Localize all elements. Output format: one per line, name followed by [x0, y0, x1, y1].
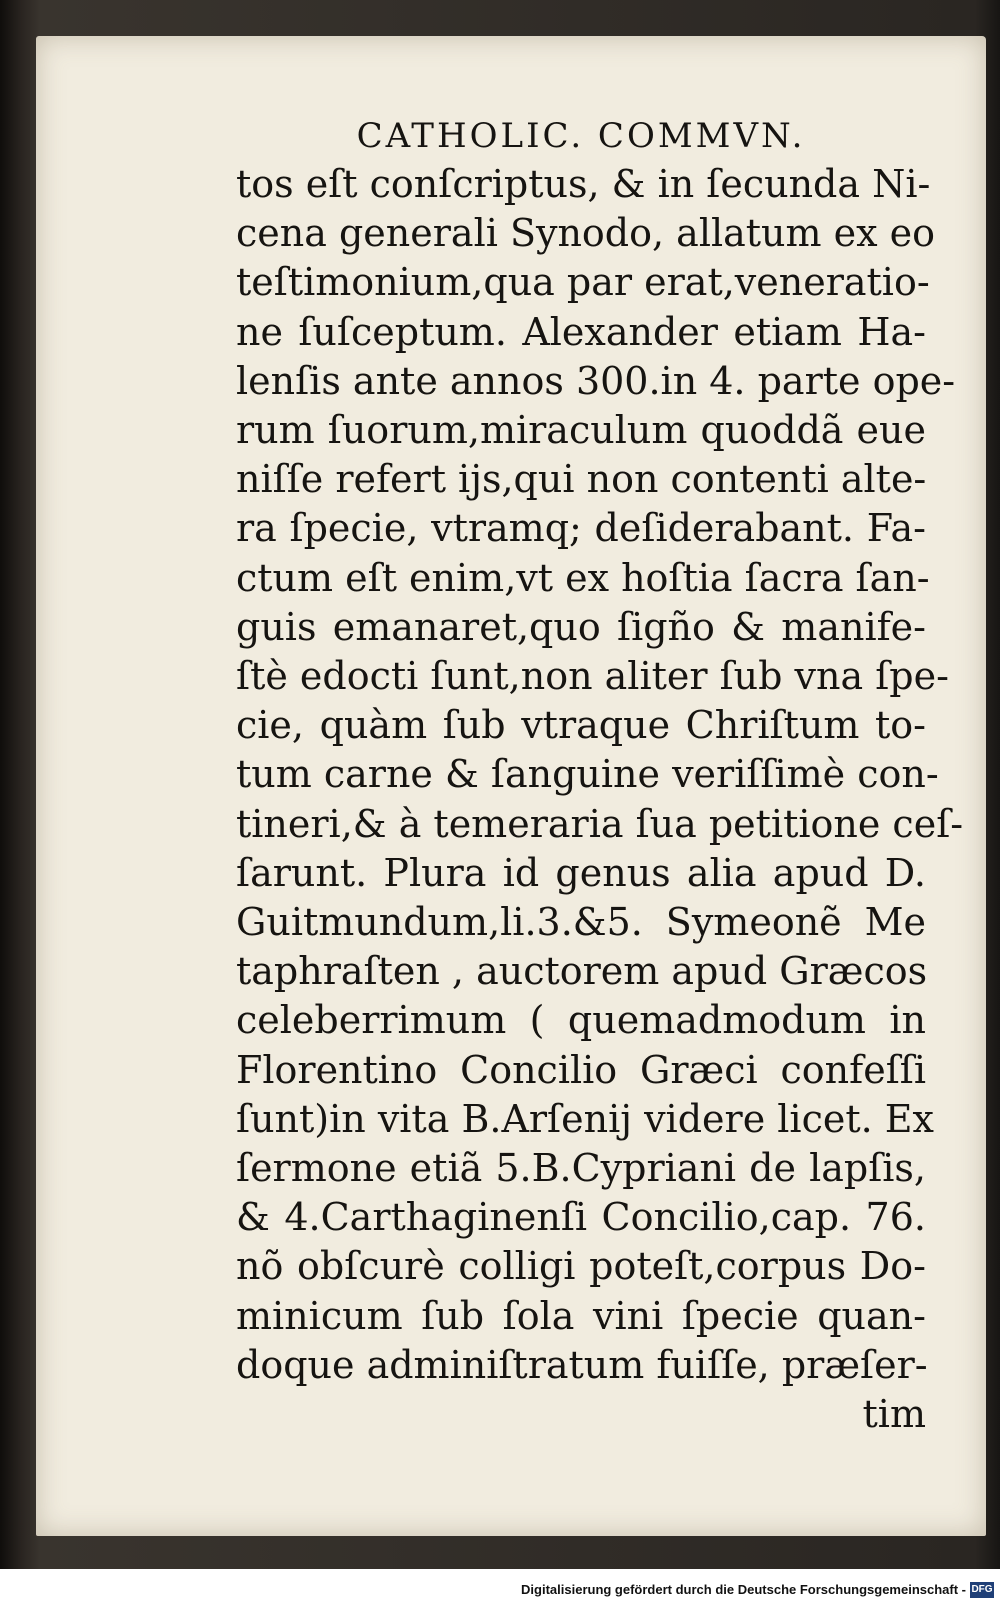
text-line: ſtè edocti ſunt,non aliter ſub vna ſpe- — [236, 654, 949, 699]
book-page — [36, 36, 986, 1536]
footer-bar — [0, 1569, 1000, 1605]
text-line: ctum eſt enim,vt ex hoſtia ſacra ſan- — [236, 555, 930, 600]
text-line: rum ſuorum,miraculum quoddã eue — [236, 408, 926, 453]
text-line: nõ obſcurè colligi poteſt,corpus Do- — [236, 1244, 926, 1289]
catchword: tim — [862, 1392, 926, 1437]
text-line: cie, quàm ſub vtraque Chriſtum to- — [236, 703, 926, 748]
dfg-logo-icon: DFG — [970, 1582, 994, 1598]
text-line: minicum ſub ſola vini ſpecie quan- — [236, 1293, 926, 1338]
text-line: ſermone etiã 5.B.Cypriani de lapſis, — [236, 1146, 926, 1191]
funding-credit: Digitalisierung gefördert durch die Deutsche Forschungsgemeinschaft - — [521, 1582, 966, 1597]
text-line: celeberrimum ( quemadmodum in — [236, 998, 926, 1043]
text-block — [236, 114, 964, 1439]
running-head: CATHOLIC. COMMVN. — [356, 116, 806, 156]
text-line: tos eſt conſcriptus, & in ſecunda Ni- — [236, 162, 931, 206]
text-line: guis emanaret,quo ſigño & manife- — [236, 604, 926, 649]
text-line: ra ſpecie, vtramq; deſiderabant. Fa- — [236, 506, 926, 551]
text-line: Florentino Concilio Græci confeſſi — [236, 1047, 926, 1092]
text-line: niſſe refert ijs,qui non contenti alte- — [236, 457, 927, 502]
text-line: Guitmundum,li.3.&5. Symeonẽ Me — [236, 900, 926, 945]
text-line: & 4.Carthaginenſi Concilio,cap. 76. — [236, 1195, 926, 1240]
text-line: cena generali Synodo, allatum ex eo — [236, 211, 936, 256]
text-line: ne ſuſceptum. Alexander etiam Ha- — [236, 309, 926, 354]
text-line: teſtimonium,qua par erat,veneratio- — [236, 260, 930, 305]
text-line: taphraſten , auctorem apud Græcos — [236, 949, 928, 994]
text-line: doque adminiſtratum fuiſſe, præſer- — [236, 1342, 928, 1387]
text-line: lenſis ante annos 300.in 4. parte ope- — [236, 358, 956, 403]
text-line: tum carne & ſanguine veriſſimè con- — [236, 752, 939, 797]
text-line: ſunt)in vita B.Arſenij videre licet. Ex — [236, 1096, 934, 1141]
text-line: tineri,& à temeraria ſua petitione ceſ- — [236, 801, 964, 846]
text-line: ſarunt. Plura id genus alia apud D. — [236, 850, 926, 895]
